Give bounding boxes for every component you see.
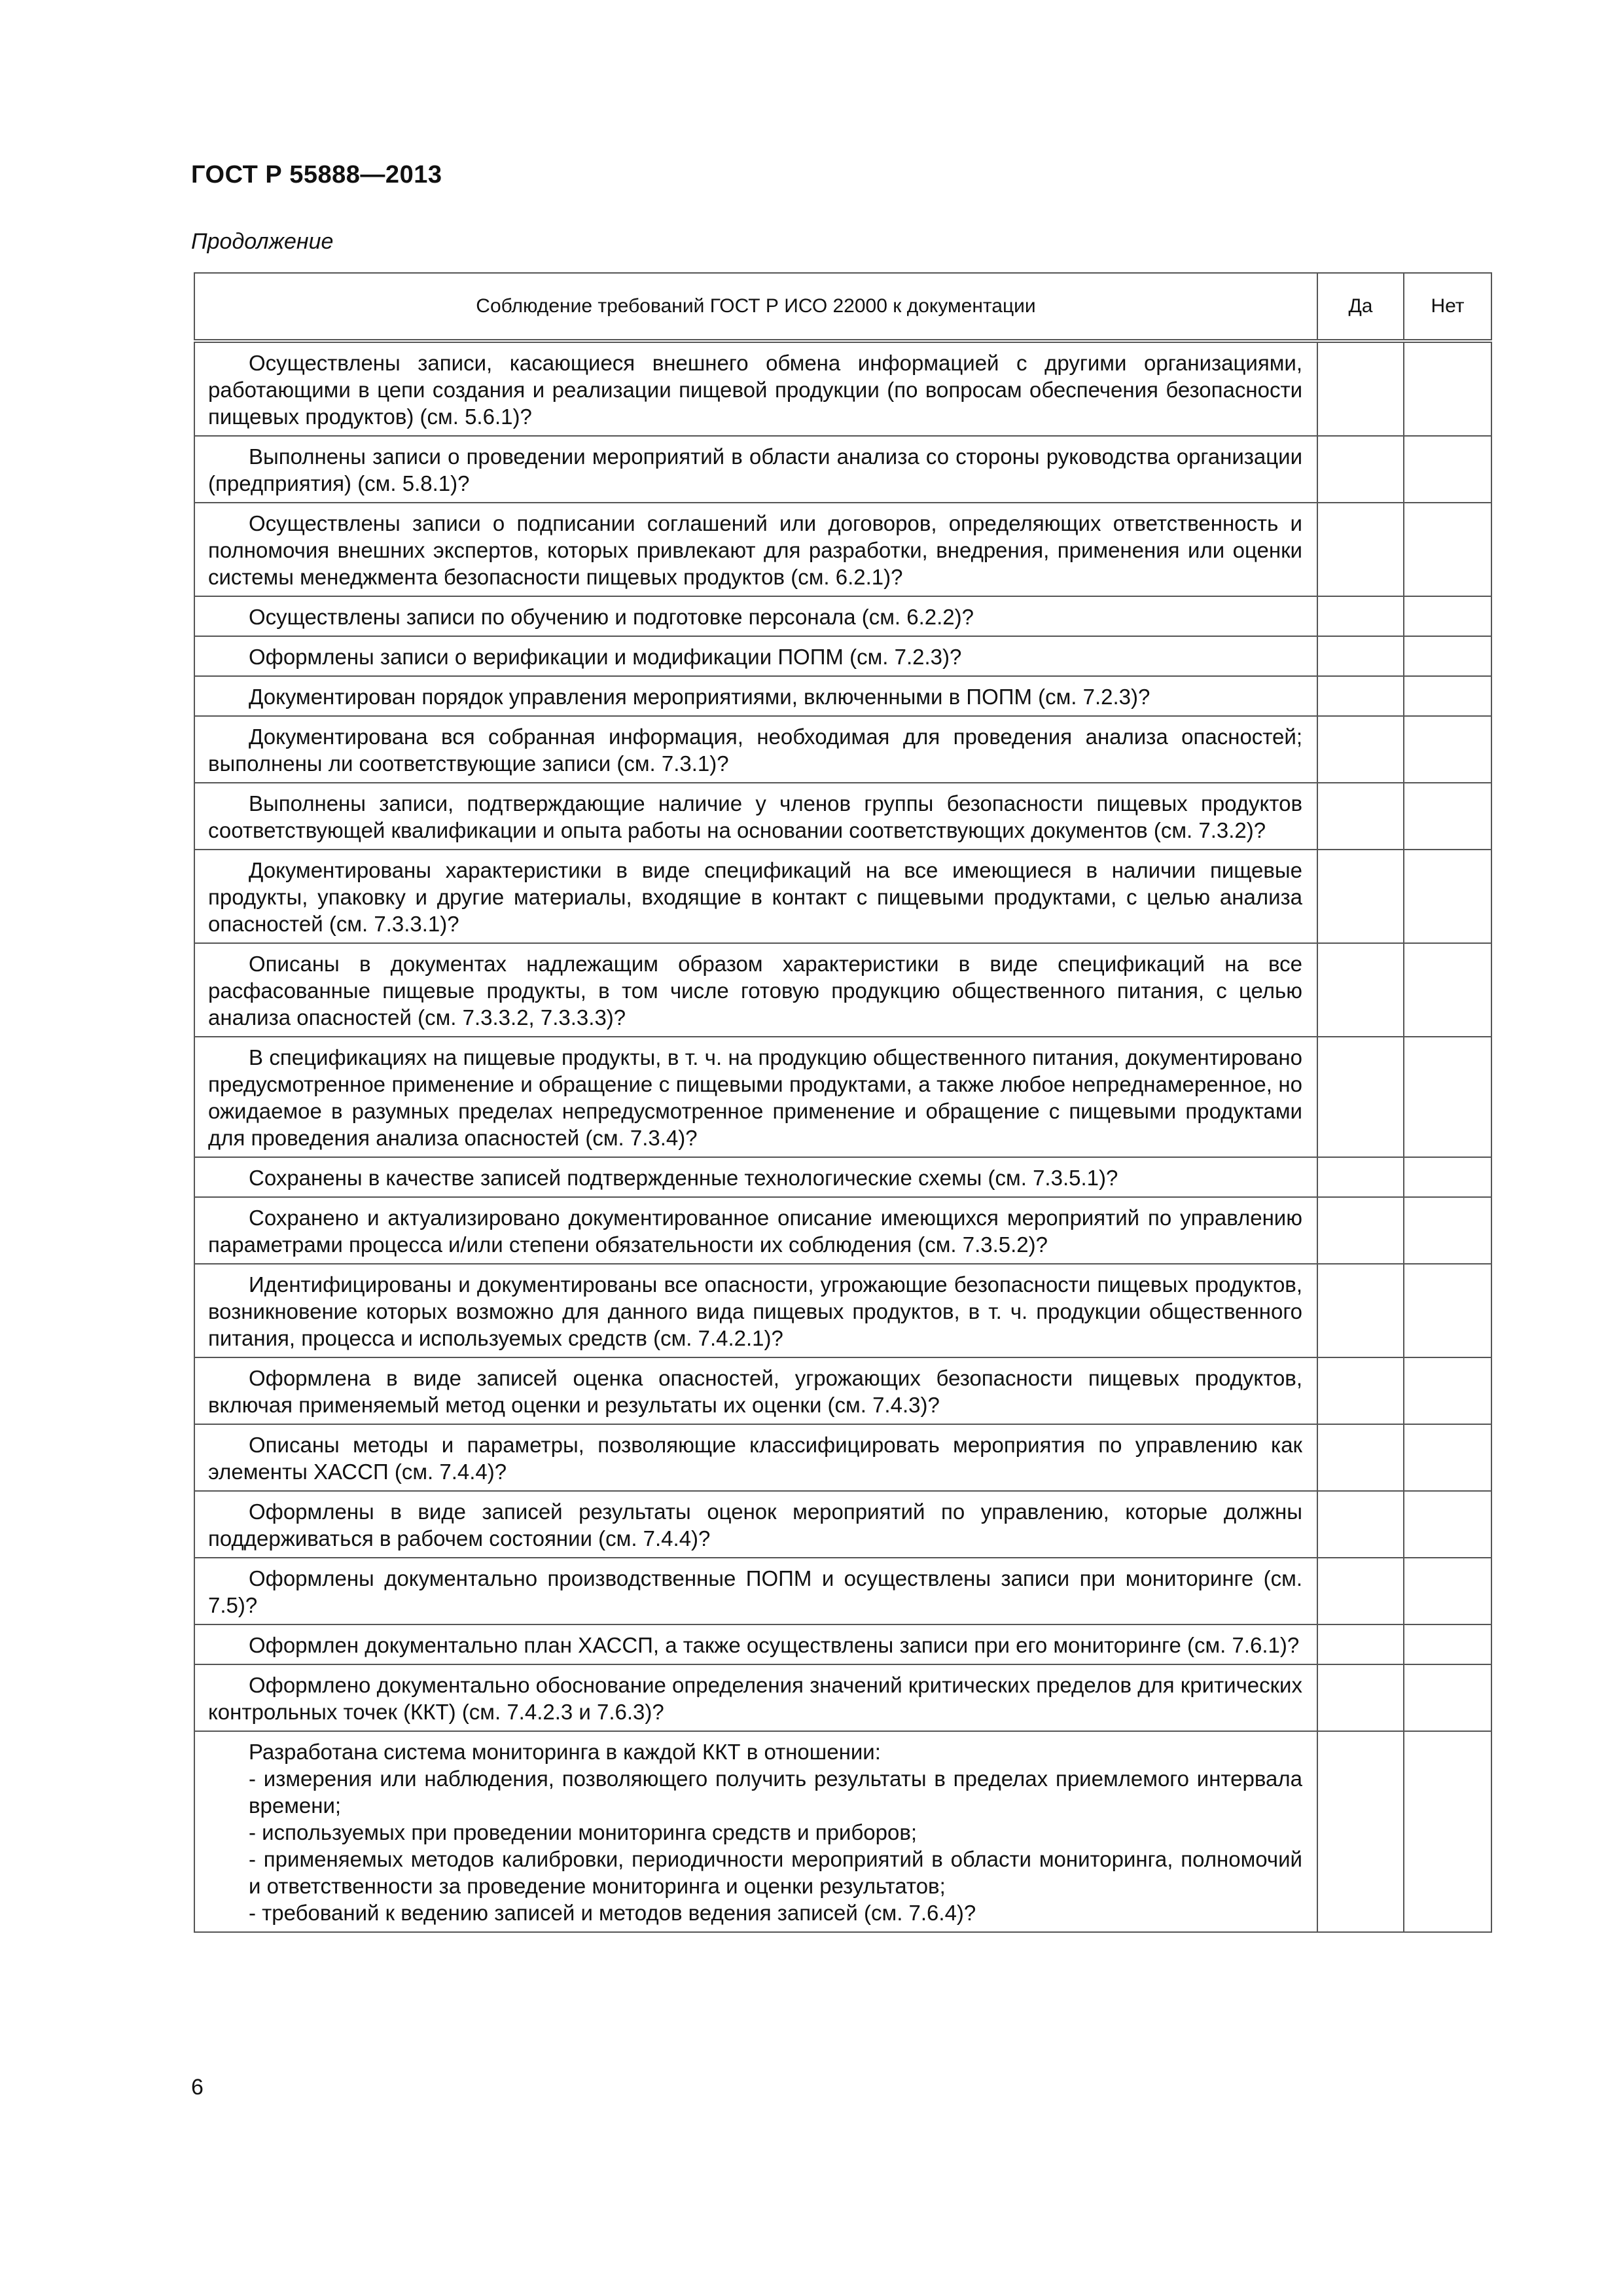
yes-cell[interactable] (1317, 636, 1404, 676)
table-row (194, 1664, 1491, 1731)
requirement-text: Выполнены записи о проведении мероприятий в области анализа со стороны руководства организации (предприятия) (см. 5.8.1)? (208, 444, 1302, 495)
continuation-label: Продолжение (191, 229, 334, 254)
column-header-yes: Да (1317, 273, 1404, 341)
requirement-text: Оформлено документально обоснование определения значений критических пределов для критических контрольных точек (ККТ) (см. 7.4.2.3 и 7.6.3)? (208, 1673, 1302, 1724)
table-row (194, 1491, 1491, 1558)
requirement-text: Оформлена в виде записей оценка опасностей, угрожающих безопасности пищевых продуктов, включая применяемый метод оценки и результаты их оценки (см. 7.4.3)? (208, 1366, 1302, 1417)
yes-cell[interactable] (1317, 436, 1404, 503)
table-row (194, 1558, 1491, 1624)
no-cell[interactable] (1404, 1624, 1491, 1664)
yes-cell[interactable] (1317, 1491, 1404, 1558)
table-row (194, 676, 1491, 716)
requirement-list-item: - используемых при проведении мониторинга средств и приборов; (249, 1820, 918, 1844)
no-cell[interactable] (1404, 1157, 1491, 1197)
requirement-cell (194, 943, 1317, 1037)
yes-cell[interactable] (1317, 1037, 1404, 1157)
no-cell[interactable] (1404, 1731, 1491, 1932)
table-row (194, 850, 1491, 943)
column-header-no: Нет (1404, 273, 1491, 341)
requirement-cell (194, 1424, 1317, 1491)
requirement-text: Оформлен документально план ХАССП, а также осуществлены записи при его мониторинге (см. 7.6.1)? (249, 1633, 1300, 1657)
yes-cell[interactable] (1317, 1664, 1404, 1731)
yes-cell[interactable] (1317, 596, 1404, 636)
no-cell[interactable] (1404, 1264, 1491, 1357)
requirement-cell (194, 341, 1317, 436)
table-row (194, 783, 1491, 850)
no-cell[interactable] (1404, 716, 1491, 783)
requirement-text: Описаны методы и параметры, позволяющие классифицировать мероприятия по управлению как элементы ХАССП (см. 7.4.4)? (208, 1433, 1302, 1484)
requirement-intro-text: Разработана система мониторинга в каждой ККТ в отношении: (249, 1740, 881, 1764)
no-cell[interactable] (1404, 850, 1491, 943)
yes-cell[interactable] (1317, 1197, 1404, 1264)
table-header-row (194, 273, 1491, 341)
yes-cell[interactable] (1317, 1624, 1404, 1664)
requirement-cell (194, 1558, 1317, 1624)
yes-cell[interactable] (1317, 1731, 1404, 1932)
requirements-checklist-table (194, 272, 1492, 1933)
requirement-cell (194, 1197, 1317, 1264)
no-cell[interactable] (1404, 1424, 1491, 1491)
requirement-cell (194, 1357, 1317, 1424)
requirement-list-item: - измерения или наблюдения, позволяющего получить результаты в пределах приемлемого интервала времени; (249, 1767, 1302, 1818)
yes-cell[interactable] (1317, 850, 1404, 943)
requirement-cell (194, 783, 1317, 850)
yes-cell[interactable] (1317, 503, 1404, 596)
requirement-list-item: - применяемых методов калибровки, периодичности мероприятий в области мониторинга, полномочий и ответственности за проведение мониторинга и оценки результатов; (249, 1847, 1302, 1898)
yes-cell[interactable] (1317, 716, 1404, 783)
table-row (194, 436, 1491, 503)
no-cell[interactable] (1404, 1558, 1491, 1624)
requirement-cell (194, 1037, 1317, 1157)
requirement-cell (194, 1624, 1317, 1664)
requirement-text: Документированы характеристики в виде спецификаций на все имеющиеся в наличии пищевые продукты, упаковку и другие материалы, входящие в контакт с пищевыми продуктами, с целью анализа опасностей (см. 7.3.3.1)? (208, 858, 1302, 936)
table-row (194, 503, 1491, 596)
requirement-text: Документирована вся собранная информация, необходимая для проведения анализа опасностей; выполнены ли соответствующие записи (см. 7.3.1)? (208, 725, 1302, 776)
no-cell[interactable] (1404, 676, 1491, 716)
table-row-monitoring-system (194, 1731, 1491, 1932)
yes-cell[interactable] (1317, 783, 1404, 850)
table-row (194, 943, 1491, 1037)
table-row (194, 1264, 1491, 1357)
no-cell[interactable] (1404, 636, 1491, 676)
table-row (194, 1197, 1491, 1264)
requirement-cell (194, 1491, 1317, 1558)
requirement-cell (194, 1157, 1317, 1197)
requirement-cell (194, 503, 1317, 596)
requirement-cell (194, 1731, 1317, 1932)
requirement-cell (194, 676, 1317, 716)
requirement-cell (194, 716, 1317, 783)
requirement-text: Описаны в документах надлежащим образом характеристики в виде спецификаций на все расфасованные пищевые продукты, в том числе готовую продукцию общественного питания, с целью анализа опасностей (см. 7.3.3.2, 7.3.3.3)? (208, 952, 1302, 1030)
no-cell[interactable] (1404, 1197, 1491, 1264)
no-cell[interactable] (1404, 1357, 1491, 1424)
requirement-text: Осуществлены записи, касающиеся внешнего обмена информацией с другими организациями, работающими в цепи создания и реализации пищевой продукции (по вопросам обеспечения безопасности пищевых продуктов) (см. 5.6.1)? (208, 351, 1302, 429)
table-row (194, 596, 1491, 636)
no-cell[interactable] (1404, 943, 1491, 1037)
requirement-text: Осуществлены записи о подписании соглашений или договоров, определяющих ответственность и полномочия внешних экспертов, которых привлекают для разработки, внедрения, применения или оценки системы менеджмента безопасности пищевых продуктов (см. 6.2.1)? (208, 511, 1302, 589)
requirement-cell (194, 436, 1317, 503)
requirement-text: Сохранено и актуализировано документированное описание имеющихся мероприятий по управлению параметрами процесса и/или степени обязательности их соблюдения (см. 7.3.5.2)? (208, 1206, 1302, 1257)
table-row (194, 636, 1491, 676)
no-cell[interactable] (1404, 436, 1491, 503)
yes-cell[interactable] (1317, 341, 1404, 436)
table-row (194, 716, 1491, 783)
requirement-text: В спецификациях на пищевые продукты, в т. ч. на продукцию общественного питания, документировано предусмотренное применение и обращение с пищевыми продуктами, а также любое непреднамеренное, но ожидаемое в разумных пределах непредусмотренное применение и обращение с пищевыми продуктами для проведения анализа опасностей (см. 7.3.4)? (208, 1045, 1302, 1150)
no-cell[interactable] (1404, 1491, 1491, 1558)
document-code: ГОСТ Р 55888—2013 (191, 161, 442, 188)
table-row (194, 1157, 1491, 1197)
requirement-text: Осуществлены записи по обучению и подготовке персонала (см. 6.2.2)? (249, 605, 974, 629)
requirement-text: Сохранены в качестве записей подтвержденные технологические схемы (см. 7.3.5.1)? (249, 1166, 1118, 1190)
requirement-cell (194, 636, 1317, 676)
requirement-text: Документирован порядок управления мероприятиями, включенными в ПОПМ (см. 7.2.3)? (249, 685, 1150, 709)
no-cell[interactable] (1404, 596, 1491, 636)
no-cell[interactable] (1404, 1664, 1491, 1731)
yes-cell[interactable] (1317, 1264, 1404, 1357)
requirement-text: Оформлены записи о верификации и модификации ПОПМ (см. 7.2.3)? (249, 645, 962, 669)
yes-cell[interactable] (1317, 1357, 1404, 1424)
yes-cell[interactable] (1317, 943, 1404, 1037)
requirement-cell (194, 1664, 1317, 1731)
table-row (194, 1424, 1491, 1491)
yes-cell[interactable] (1317, 676, 1404, 716)
table-row (194, 341, 1491, 436)
requirement-cell (194, 1264, 1317, 1357)
requirement-text: Оформлены документально производственные ПОПМ и осуществлены записи при мониторинге (см. 7.5)? (208, 1566, 1302, 1617)
table-row (194, 1357, 1491, 1424)
no-cell[interactable] (1404, 503, 1491, 596)
column-header-requirement: Соблюдение требований ГОСТ Р ИСО 22000 к документации (194, 273, 1317, 341)
yes-cell[interactable] (1317, 1558, 1404, 1624)
requirement-text: Оформлены в виде записей результаты оценок мероприятий по управлению, которые должны поддерживаться в рабочем состоянии (см. 7.4.4)? (208, 1499, 1302, 1551)
requirement-cell (194, 596, 1317, 636)
requirement-cell (194, 850, 1317, 943)
page-number: 6 (191, 2075, 204, 2100)
no-cell[interactable] (1404, 783, 1491, 850)
table-row (194, 1037, 1491, 1157)
table-row (194, 1624, 1491, 1664)
requirement-text: Выполнены записи, подтверждающие наличие у членов группы безопасности пищевых продуктов соответствующей квалификации и опыта работы на основании соответствующих документов (см. 7.3.2)? (208, 791, 1302, 842)
no-cell[interactable] (1404, 341, 1491, 436)
requirement-list-item: - требований к ведению записей и методов ведения записей (см. 7.6.4)? (249, 1901, 976, 1925)
yes-cell[interactable] (1317, 1157, 1404, 1197)
requirement-text: Идентифицированы и документированы все опасности, угрожающие безопасности пищевых продуктов, возникновение которых возможно для данного вида пищевых продуктов, в т. ч. продукции общественного питания, процесса и используемых средств (см. 7.4.2.1)? (208, 1272, 1302, 1350)
yes-cell[interactable] (1317, 1424, 1404, 1491)
no-cell[interactable] (1404, 1037, 1491, 1157)
